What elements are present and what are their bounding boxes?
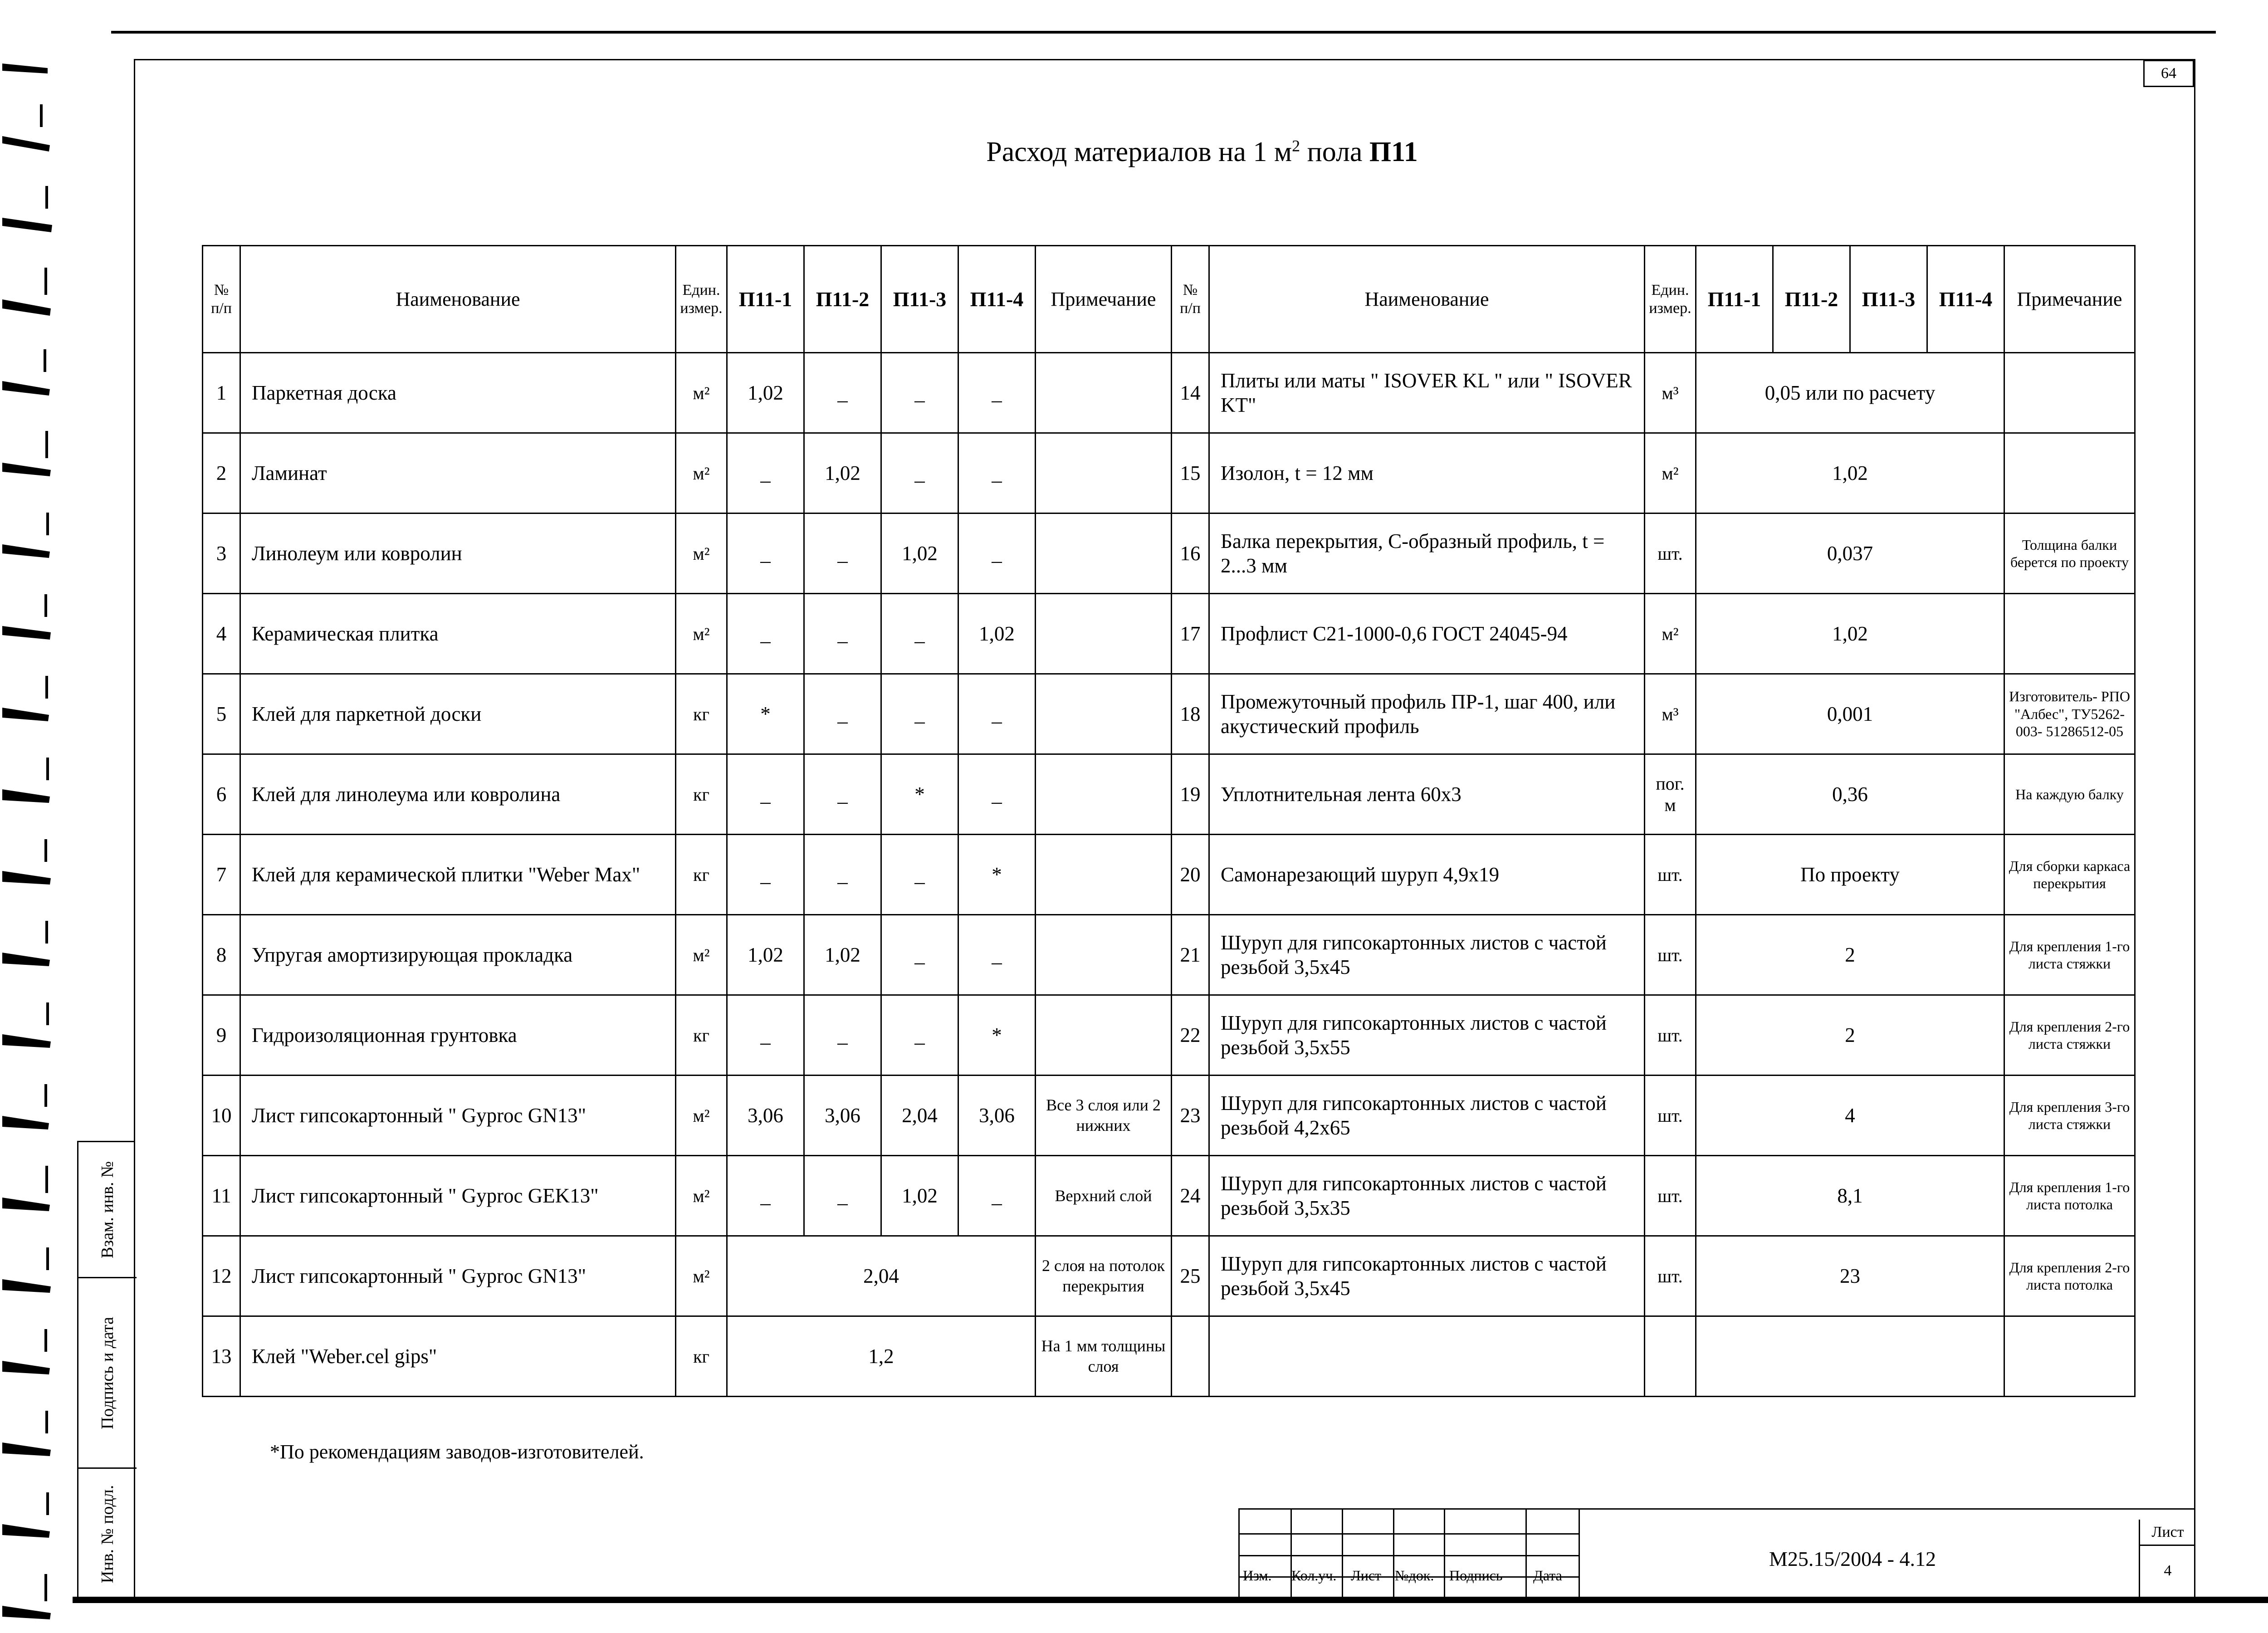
table-row <box>203 915 2135 995</box>
note-cell: Для сборки каркаса перекрытия <box>2004 835 2135 915</box>
col-header-no-right: № п/п <box>1172 246 1209 353</box>
stamp-original-inv: Инв. № подл. <box>98 1485 117 1583</box>
material-name <box>1209 1316 1645 1397</box>
sheet-label: Лист <box>2140 1520 2195 1546</box>
footnote: *По рекомендациям заводов-изготовителей. <box>270 1441 644 1463</box>
value-p11-3: _ <box>881 915 958 995</box>
value-p11-4: * <box>958 995 1036 1076</box>
row-number: 10 <box>203 1076 240 1156</box>
note-cell: Для крепления 2-го листа стяжки <box>2004 995 2135 1076</box>
value-p11-3: 2,04 <box>881 1076 958 1156</box>
stamp-replaced-inv: Взам. инв. № <box>78 1142 137 1278</box>
note-cell <box>1036 433 1172 513</box>
table-row <box>203 594 2135 674</box>
value-p11-1: * <box>727 674 804 754</box>
col-header-p11-1-right: П11-1 <box>1696 246 1773 353</box>
unit-cell: пог. м <box>1645 754 1696 835</box>
unit-cell: м³ <box>1645 353 1696 433</box>
title-block-label-list: Лист <box>1351 1567 1382 1584</box>
row-number: 23 <box>1172 1076 1209 1156</box>
unit-cell: м² <box>1645 433 1696 513</box>
table-row <box>203 353 2135 433</box>
col-header-p11-2: П11-2 <box>804 246 881 353</box>
top-border-line <box>111 31 2216 34</box>
unit-cell: кг <box>676 674 727 754</box>
note-cell: На каждую балку <box>2004 754 2135 835</box>
material-name: Лист гипсокартонный " Gyproc GN13" <box>240 1236 676 1316</box>
value-p11-2: 1,02 <box>804 433 881 513</box>
value-merged: 1,02 <box>1696 433 2004 513</box>
unit-cell: шт. <box>1645 915 1696 995</box>
material-name: Лист гипсокартонный " Gyproc GEK13" <box>240 1156 676 1236</box>
material-name: Керамическая плитка <box>240 594 676 674</box>
row-number <box>1172 1316 1209 1397</box>
row-number: 25 <box>1172 1236 1209 1316</box>
col-header-name-right: Наименование <box>1209 246 1645 353</box>
value-p11-3: _ <box>881 433 958 513</box>
table-row <box>203 1076 2135 1156</box>
material-name: Балка перекрытия, С-образный профиль, t = 2...3 мм <box>1209 513 1645 594</box>
material-name: Клей для паркетной доски <box>240 674 676 754</box>
table-row <box>203 995 2135 1076</box>
unit-cell: шт. <box>1645 513 1696 594</box>
row-number: 7 <box>203 835 240 915</box>
row-number: 2 <box>203 433 240 513</box>
value-merged: 0,36 <box>1696 754 2004 835</box>
scan-edge-marks <box>0 54 64 1633</box>
value-merged: 4 <box>1696 1076 2004 1156</box>
row-number: 15 <box>1172 433 1209 513</box>
row-number: 4 <box>203 594 240 674</box>
value-p11-2: _ <box>804 513 881 594</box>
material-name: Плиты или маты " ISOVER KL " или " ISOVER KT" <box>1209 353 1645 433</box>
title-block-label-kol: Кол.уч. <box>1291 1567 1337 1584</box>
row-number: 20 <box>1172 835 1209 915</box>
value-p11-1: _ <box>727 433 804 513</box>
note-cell: Для крепления 1-го листа стяжки <box>2004 915 2135 995</box>
unit-cell: шт. <box>1645 1076 1696 1156</box>
value-merged: 2,04 <box>727 1236 1036 1316</box>
col-header-p11-1: П11-1 <box>727 246 804 353</box>
value-p11-1: 3,06 <box>727 1076 804 1156</box>
note-cell <box>1036 995 1172 1076</box>
value-p11-2: _ <box>804 754 881 835</box>
value-p11-2: 1,02 <box>804 915 881 995</box>
unit-cell: шт. <box>1645 1236 1696 1316</box>
unit-cell: м² <box>676 1076 727 1156</box>
value-p11-4: _ <box>958 513 1036 594</box>
unit-cell: шт. <box>1645 835 1696 915</box>
unit-cell: м² <box>1645 594 1696 674</box>
unit-cell: м³ <box>1645 674 1696 754</box>
unit-cell: кг <box>676 835 727 915</box>
note-cell <box>1036 513 1172 594</box>
value-p11-1: _ <box>727 995 804 1076</box>
material-name: Шуруп для гипсокартонных листов с частой резьбой 4,2х65 <box>1209 1076 1645 1156</box>
value-p11-2: _ <box>804 835 881 915</box>
unit-cell: кг <box>676 995 727 1076</box>
row-number: 16 <box>1172 513 1209 594</box>
table-row <box>203 1236 2135 1316</box>
title-block-label-izm: Изм. <box>1243 1567 1272 1584</box>
col-header-p11-2-right: П11-2 <box>1773 246 1850 353</box>
unit-cell <box>1645 1316 1696 1397</box>
note-cell <box>1036 674 1172 754</box>
value-merged: По проекту <box>1696 835 2004 915</box>
value-p11-4: 3,06 <box>958 1076 1036 1156</box>
value-p11-1: 1,02 <box>727 353 804 433</box>
value-merged: 8,1 <box>1696 1156 2004 1236</box>
note-cell <box>1036 594 1172 674</box>
row-number: 3 <box>203 513 240 594</box>
page-number: 64 <box>2143 60 2194 87</box>
value-p11-4: _ <box>958 754 1036 835</box>
row-number: 9 <box>203 995 240 1076</box>
material-name: Уплотнительная лента 60х3 <box>1209 754 1645 835</box>
materials-table <box>202 245 2136 1397</box>
value-p11-2: _ <box>804 674 881 754</box>
row-number: 5 <box>203 674 240 754</box>
table-row <box>203 1316 2135 1397</box>
value-p11-1: _ <box>727 594 804 674</box>
material-name: Клей для керамической плитки "Weber Max" <box>240 835 676 915</box>
table-row <box>203 754 2135 835</box>
value-p11-4: _ <box>958 353 1036 433</box>
unit-cell: кг <box>676 1316 727 1397</box>
side-stamp <box>77 1141 135 1599</box>
value-p11-4: _ <box>958 433 1036 513</box>
row-number: 21 <box>1172 915 1209 995</box>
note-cell: Для крепления 2-го листа потолка <box>2004 1236 2135 1316</box>
note-cell: Изготовитель- РПО "Албес", ТУ5262-003- 51286512-05 <box>2004 674 2135 754</box>
col-header-p11-4-right: П11-4 <box>1927 246 2004 353</box>
col-header-note-right: Примечание <box>2004 246 2135 353</box>
material-name: Гидроизоляционная грунтовка <box>240 995 676 1076</box>
value-p11-3: 1,02 <box>881 1156 958 1236</box>
value-merged: 1,2 <box>727 1316 1036 1397</box>
value-merged: 23 <box>1696 1236 2004 1316</box>
value-p11-4: * <box>958 835 1036 915</box>
material-name: Шуруп для гипсокартонных листов с частой резьбой 3,5х45 <box>1209 915 1645 995</box>
value-p11-3: _ <box>881 995 958 1076</box>
note-cell <box>1036 353 1172 433</box>
note-cell: Верхний слой <box>1036 1156 1172 1236</box>
note-cell: 2 слоя на потолок перекрытия <box>1036 1236 1172 1316</box>
value-p11-1: _ <box>727 1156 804 1236</box>
unit-cell: м² <box>676 1236 727 1316</box>
col-header-unit: Един. измер. <box>676 246 727 353</box>
row-number: 24 <box>1172 1156 1209 1236</box>
material-name: Паркетная доска <box>240 353 676 433</box>
material-name: Упругая амортизирующая прокладка <box>240 915 676 995</box>
material-name: Клей для линолеума или ковролина <box>240 754 676 835</box>
title-block-label-sign: Подпись <box>1449 1567 1503 1584</box>
material-name: Лист гипсокартонный " Gyproc GN13" <box>240 1076 676 1156</box>
material-name: Промежуточный профиль ПР-1, шаг 400, или акустический профиль <box>1209 674 1645 754</box>
unit-cell: м² <box>676 513 727 594</box>
material-name: Шуруп для гипсокартонных листов с частой резьбой 3,5х45 <box>1209 1236 1645 1316</box>
note-cell: Толщина балки берется по проекту <box>2004 513 2135 594</box>
unit-cell: м² <box>676 433 727 513</box>
unit-cell: шт. <box>1645 1156 1696 1236</box>
table-row <box>203 1156 2135 1236</box>
value-p11-3: _ <box>881 674 958 754</box>
document-code: М25.15/2004 - 4.12 <box>1769 1547 1936 1570</box>
unit-cell: м² <box>676 915 727 995</box>
value-p11-2: _ <box>804 1156 881 1236</box>
col-header-p11-3-right: П11-3 <box>1850 246 1927 353</box>
col-header-unit-right: Един. измер. <box>1645 246 1696 353</box>
row-number: 22 <box>1172 995 1209 1076</box>
material-name: Шуруп для гипсокартонных листов с частой резьбой 3,5х35 <box>1209 1156 1645 1236</box>
value-p11-4: _ <box>958 915 1036 995</box>
material-name: Самонарезающий шуруп 4,9х19 <box>1209 835 1645 915</box>
table-header-row <box>203 246 2135 353</box>
row-number: 18 <box>1172 674 1209 754</box>
col-header-p11-3: П11-3 <box>881 246 958 353</box>
material-name: Изолон, t = 12 мм <box>1209 433 1645 513</box>
value-p11-1: _ <box>727 513 804 594</box>
value-merged: 0,001 <box>1696 674 2004 754</box>
material-name: Шуруп для гипсокартонных листов с частой резьбой 3,5х55 <box>1209 995 1645 1076</box>
value-p11-3: _ <box>881 353 958 433</box>
value-p11-4: _ <box>958 1156 1036 1236</box>
value-p11-2: _ <box>804 353 881 433</box>
value-p11-3: _ <box>881 594 958 674</box>
table-row <box>203 513 2135 594</box>
note-cell <box>2004 353 2135 433</box>
note-cell: Для крепления 3-го листа стяжки <box>2004 1076 2135 1156</box>
value-p11-3: * <box>881 754 958 835</box>
note-cell <box>2004 594 2135 674</box>
sheet-number: 4 <box>2164 1562 2172 1579</box>
value-merged: 0,037 <box>1696 513 2004 594</box>
value-p11-2: _ <box>804 995 881 1076</box>
row-number: 12 <box>203 1236 240 1316</box>
note-cell: Для крепления 1-го листа потолка <box>2004 1156 2135 1236</box>
unit-cell: м² <box>676 594 727 674</box>
row-number: 6 <box>203 754 240 835</box>
sheet-box <box>2139 1520 2195 1599</box>
material-name: Профлист С21-1000-0,6 ГОСТ 24045-94 <box>1209 594 1645 674</box>
table-row <box>203 674 2135 754</box>
value-merged: 0,05 или по расчету <box>1696 353 2004 433</box>
material-name: Линолеум или ковролин <box>240 513 676 594</box>
page-title: Расход материалов на 1 $м^2$ пола П11 <box>986 137 1418 167</box>
col-header-no: № п/п <box>203 246 240 353</box>
value-p11-2: 3,06 <box>804 1076 881 1156</box>
material-name: Клей "Weber.cel gips" <box>240 1316 676 1397</box>
unit-cell: м² <box>676 353 727 433</box>
row-number: 14 <box>1172 353 1209 433</box>
value-merged: 1,02 <box>1696 594 2004 674</box>
row-number: 8 <box>203 915 240 995</box>
value-p11-3: 1,02 <box>881 513 958 594</box>
note-cell <box>2004 1316 2135 1397</box>
note-cell <box>1036 835 1172 915</box>
value-p11-1: 1,02 <box>727 915 804 995</box>
value-p11-4: _ <box>958 674 1036 754</box>
value-p11-2: _ <box>804 594 881 674</box>
note-cell <box>1036 915 1172 995</box>
title-block <box>1238 1508 2195 1599</box>
note-cell: На 1 мм толщины слоя <box>1036 1316 1172 1397</box>
value-p11-4: 1,02 <box>958 594 1036 674</box>
value-merged <box>1696 1316 2004 1397</box>
title-block-label-doc: №док. <box>1395 1567 1434 1584</box>
value-merged: 2 <box>1696 915 2004 995</box>
table-row <box>203 835 2135 915</box>
value-merged: 2 <box>1696 995 2004 1076</box>
table-row <box>203 433 2135 513</box>
unit-cell: м² <box>676 1156 727 1236</box>
title-block-label-date: Дата <box>1533 1567 1562 1584</box>
row-number: 11 <box>203 1156 240 1236</box>
value-p11-3: _ <box>881 835 958 915</box>
material-name: Ламинат <box>240 433 676 513</box>
row-number: 17 <box>1172 594 1209 674</box>
stamp-signature-date: Подпись и дата <box>78 1278 137 1469</box>
row-number: 1 <box>203 353 240 433</box>
unit-cell: шт. <box>1645 995 1696 1076</box>
row-number: 13 <box>203 1316 240 1397</box>
value-p11-1: _ <box>727 835 804 915</box>
unit-cell: кг <box>676 754 727 835</box>
title-block-grid <box>1240 1510 1580 1600</box>
col-header-name: Наименование <box>240 246 676 353</box>
col-header-p11-4: П11-4 <box>958 246 1036 353</box>
value-p11-1: _ <box>727 754 804 835</box>
note-cell: Все 3 слоя или 2 нижних <box>1036 1076 1172 1156</box>
row-number: 19 <box>1172 754 1209 835</box>
col-header-note: Примечание <box>1036 246 1172 353</box>
note-cell <box>2004 433 2135 513</box>
note-cell <box>1036 754 1172 835</box>
